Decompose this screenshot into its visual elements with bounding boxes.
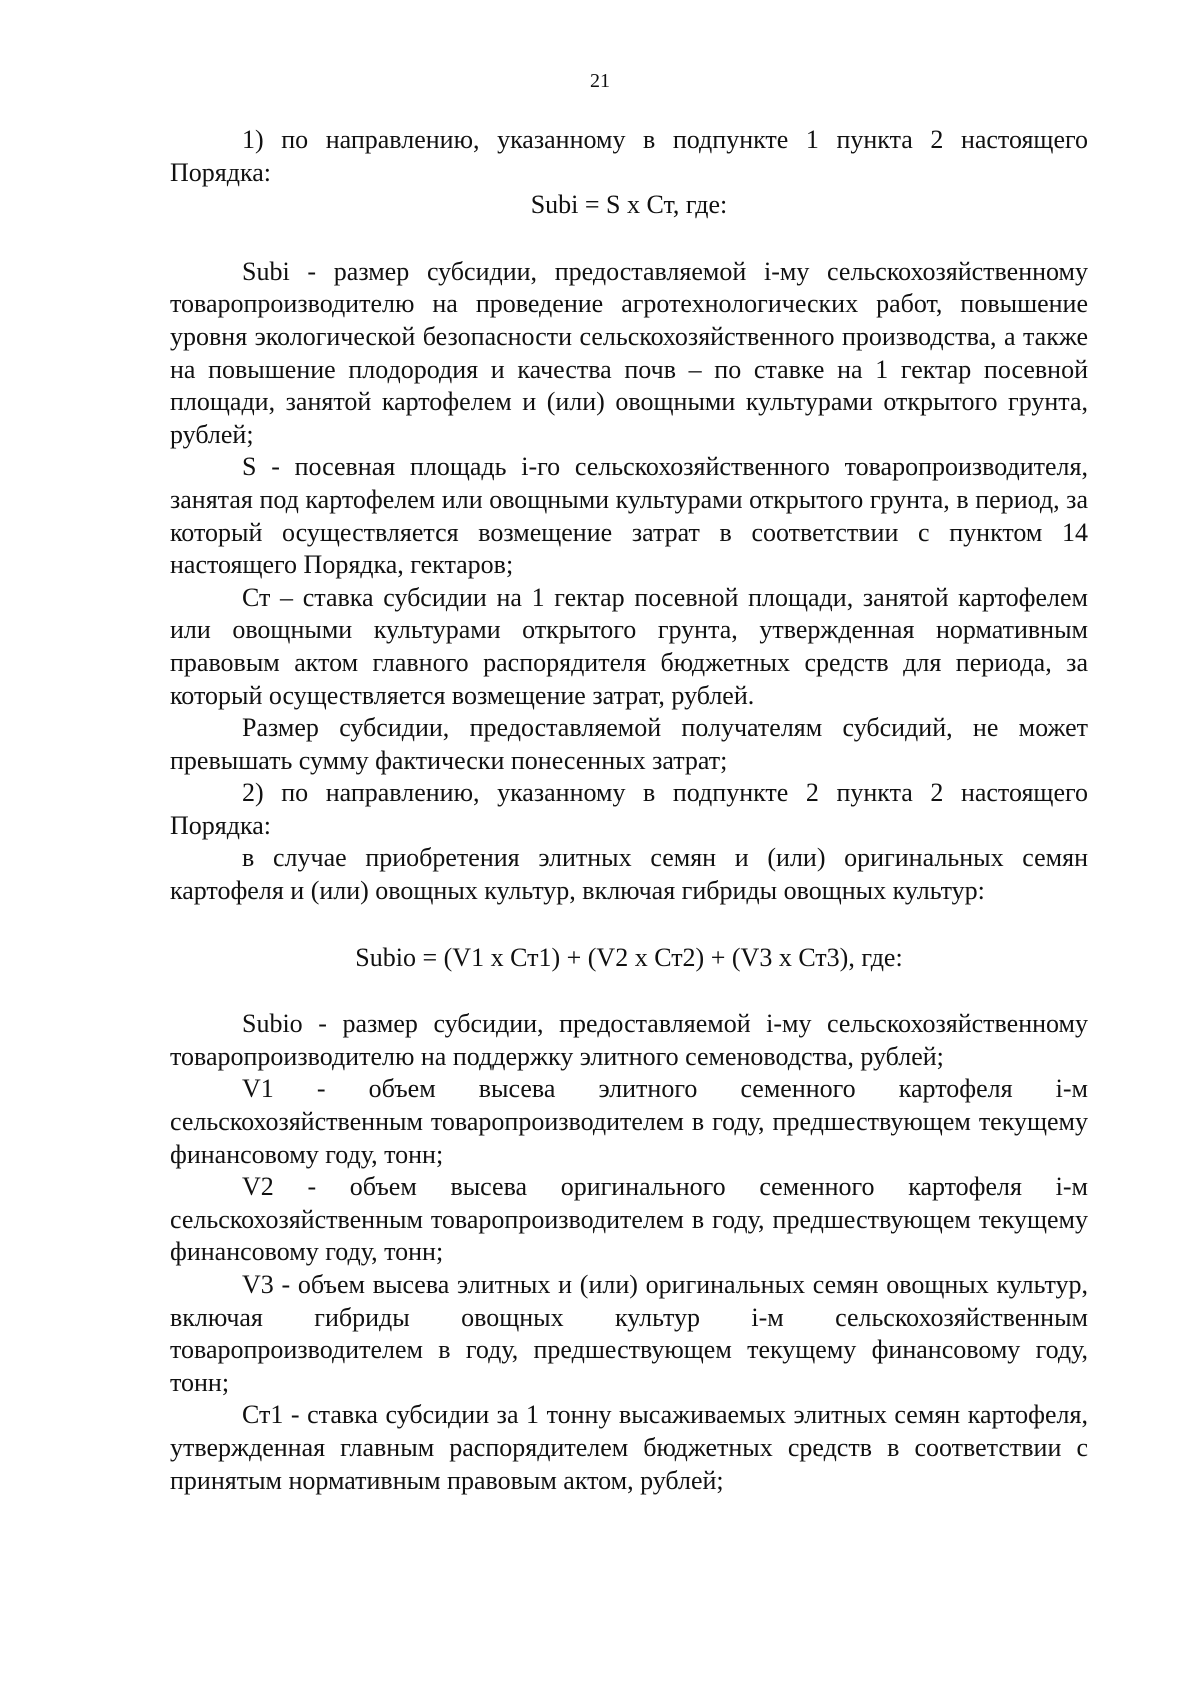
- definition-v1: V1 - объем высева элитного семенного картофеля i-м сельскохозяйственным товаропроизводителем в году, предшествующем текущему финансовому году, тонн;: [170, 1074, 1088, 1169]
- formula-subi: Subi = S x Ст, где:: [530, 190, 728, 220]
- paragraph-seed-purchase: в случае приобретения элитных семян и (или) оригинальных семян картофеля и (или) овощных культур, включая гибриды овощных культур:: [170, 843, 1088, 906]
- spacer: [170, 908, 1088, 942]
- paragraph-direction-1: 1) по направлению, указанному в подпункте 1 пункта 2 настоящего Порядка:: [170, 125, 1088, 187]
- spacer: [170, 222, 1088, 256]
- definition-st: Ст – ставка субсидии на 1 гектар посевной площади, занятой картофелем или овощными культурами открытого грунта, утвержденная нормативным правовым актом главного распорядителя бюджетных средств для периода, за который осуществляется возмещение затрат, рублей.: [170, 582, 1088, 710]
- document-body: [170, 124, 1088, 1497]
- definition-st1: Ст1 - ставка субсидии за 1 тонну высаживаемых элитных семян картофеля, утвержденная главным распорядителем бюджетных средств в соответствии с принятым нормативным правовым актом, рублей;: [170, 1400, 1088, 1495]
- page-number: 21: [590, 70, 610, 92]
- definition-subi: Subi - размер субсидии, предоставляемой i-му сельскохозяйственному товаропроизводителю на проведение агротехнологических работ, повышение уровня экологической безопасности сельскохозяйственного производства, а также на повышение плодородия и качества почв – по ставке на 1 гектар посевной площади, занятой картофелем и (или) овощными культурами открытого грунта, рублей;: [170, 256, 1088, 449]
- definition-subio: Subio - размер субсидии, предоставляемой i-му сельскохозяйственному товаропроизводителю на поддержку элитного семеноводства, рублей;: [170, 1009, 1088, 1071]
- definition-s: S - посевная площадь i-го сельскохозяйственного товаропроизводителя, занятая под картофелем или овощными культурами открытого грунта, в период, за который осуществляется возмещение затрат в соответствии с пунктом 14 настоящего Порядка, гектаров;: [170, 452, 1088, 580]
- spacer: [170, 974, 1088, 1008]
- paragraph-direction-2: 2) по направлению, указанному в подпункте 2 пункта 2 настоящего Порядка:: [170, 778, 1088, 840]
- paragraph-subsidy-limit: Размер субсидии, предоставляемой получателям субсидий, не может превышать сумму фактически понесенных затрат;: [170, 713, 1088, 775]
- definition-v2: V2 - объем высева оригинального семенного картофеля i-м сельскохозяйственным товаропроизводителем в году, предшествующем текущему финансовому году, тонн;: [170, 1172, 1088, 1267]
- formula-subio: Subio = (V1 x Ст1) + (V2 x Ст2) + (V3 x Ст3), где:: [355, 942, 903, 972]
- definition-v3: V3 - объем высева элитных и (или) оригинальных семян овощных культур, включая гибриды овощных культур i-м сельскохозяйственным товаропроизводителем в году, предшествующем текущему финансовому году, тонн;: [170, 1270, 1088, 1397]
